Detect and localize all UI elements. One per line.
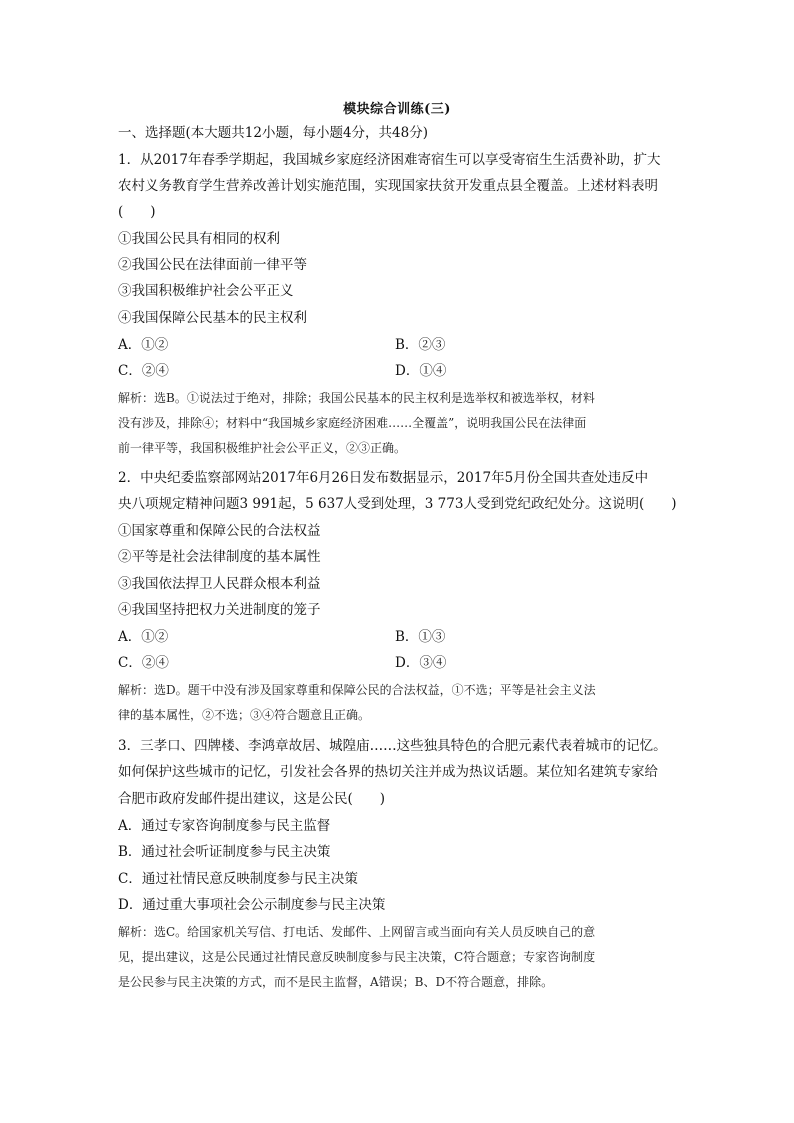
q2-option-d: D．③④	[395, 655, 447, 671]
q2-stem-line-1: 2．中央纪委监察部网站2017年6月26日发布数据显示，2017年5月份全国共查处违反中	[118, 470, 649, 486]
q1-item-4: ④我国保障公民基本的民主权利	[118, 310, 307, 326]
page-title: 模块综合训练(三)	[343, 102, 451, 117]
q3-option-b: B．通过社会听证制度参与民主决策	[118, 844, 331, 860]
q3-analysis-line-3: 是公民参与民主决策的方式，而不是民主监督，A错误；B、D不符合题意，排除。	[118, 975, 554, 989]
q1-item-3: ③我国积极维护社会公平正义	[118, 283, 294, 299]
q2-analysis-line-1: 解析：选D。题干中没有涉及国家尊重和保障公民的合法权益，①不选；平等是社会主义法	[118, 683, 596, 697]
q2-item-1: ①国家尊重和保障公民的合法权益	[118, 523, 321, 539]
q3-analysis-line-1: 解析：选C。给国家机关写信、打电话、发邮件、上网留言或当面向有关人员反映自己的意	[118, 925, 596, 939]
q2-stem-line-2: 央八项规定精神问题3 991起，5 637人受到处理，3 773人受到党纪政纪处分。这说明( )	[118, 496, 677, 512]
q1-stem-line-3: ( )	[118, 204, 156, 220]
q3-option-a: A．通过专家咨询制度参与民主监督	[118, 818, 331, 834]
q1-item-1: ①我国公民具有相同的权利	[118, 231, 280, 247]
q3-stem-line-2: 如何保护这些城市的记忆，引发社会各界的热切关注并成为热议话题。某位知名建筑专家给	[118, 764, 658, 780]
q2-item-2: ②平等是社会法律制度的基本属性	[118, 549, 321, 565]
q1-analysis-line-1: 解析：选B。①说法过于绝对，排除；我国公民基本的民主权利是选举权和被选举权，材料	[118, 391, 595, 405]
q1-stem-line-1: 1．从2017年春季学期起，我国城乡家庭经济困难寄宿生可以享受寄宿生生活费补助，扩大	[118, 152, 661, 168]
q2-item-3: ③我国依法捍卫人民群众根本利益	[118, 576, 321, 592]
q1-option-d: D．①④	[395, 363, 447, 379]
q2-option-c: C．②④	[118, 655, 169, 671]
q2-analysis-line-2: 律的基本属性，②不选；③④符合题意且正确。	[118, 708, 371, 722]
section-heading: 一、选择题(本大题共12小题，每小题4分，共48分)	[118, 125, 428, 141]
q2-item-4: ④我国坚持把权力关进制度的笼子	[118, 602, 321, 618]
q3-stem-line-1: 3．三孝口、四牌楼、李鸿章故居、城隍庙……这些独具特色的合肥元素代表着城市的记忆。	[118, 738, 667, 754]
q3-analysis-line-2: 见，提出建议，这是公民通过社情民意反映制度参与民主决策，C符合题意；专家咨询制度	[118, 950, 596, 964]
q3-option-c: C．通过社情民意反映制度参与民主决策	[118, 871, 358, 887]
q1-option-b: B．②③	[395, 337, 446, 353]
q3-stem-line-3: 合肥市政府发邮件提出建议，这是公民( )	[118, 791, 386, 807]
q1-item-2: ②我国公民在法律面前一律平等	[118, 257, 307, 273]
q2-option-a: A．①②	[118, 629, 169, 645]
q2-option-b: B．①③	[395, 629, 446, 645]
q1-analysis-line-3: 前一律平等，我国积极维护社会公平正义，②③正确。	[118, 441, 407, 455]
q1-option-a: A．①②	[118, 337, 169, 353]
q3-option-d: D．通过重大事项社会公示制度参与民主决策	[118, 897, 386, 913]
q1-stem-line-2: 农村义务教育学生营养改善计划实施范围，实现国家扶贫开发重点县全覆盖。上述材料表明	[118, 178, 658, 194]
q1-analysis-line-2: 没有涉及，排除④；材料中“我国城乡家庭经济困难……全覆盖”，说明我国公民在法律面	[118, 416, 587, 430]
q1-option-c: C．②④	[118, 363, 169, 379]
